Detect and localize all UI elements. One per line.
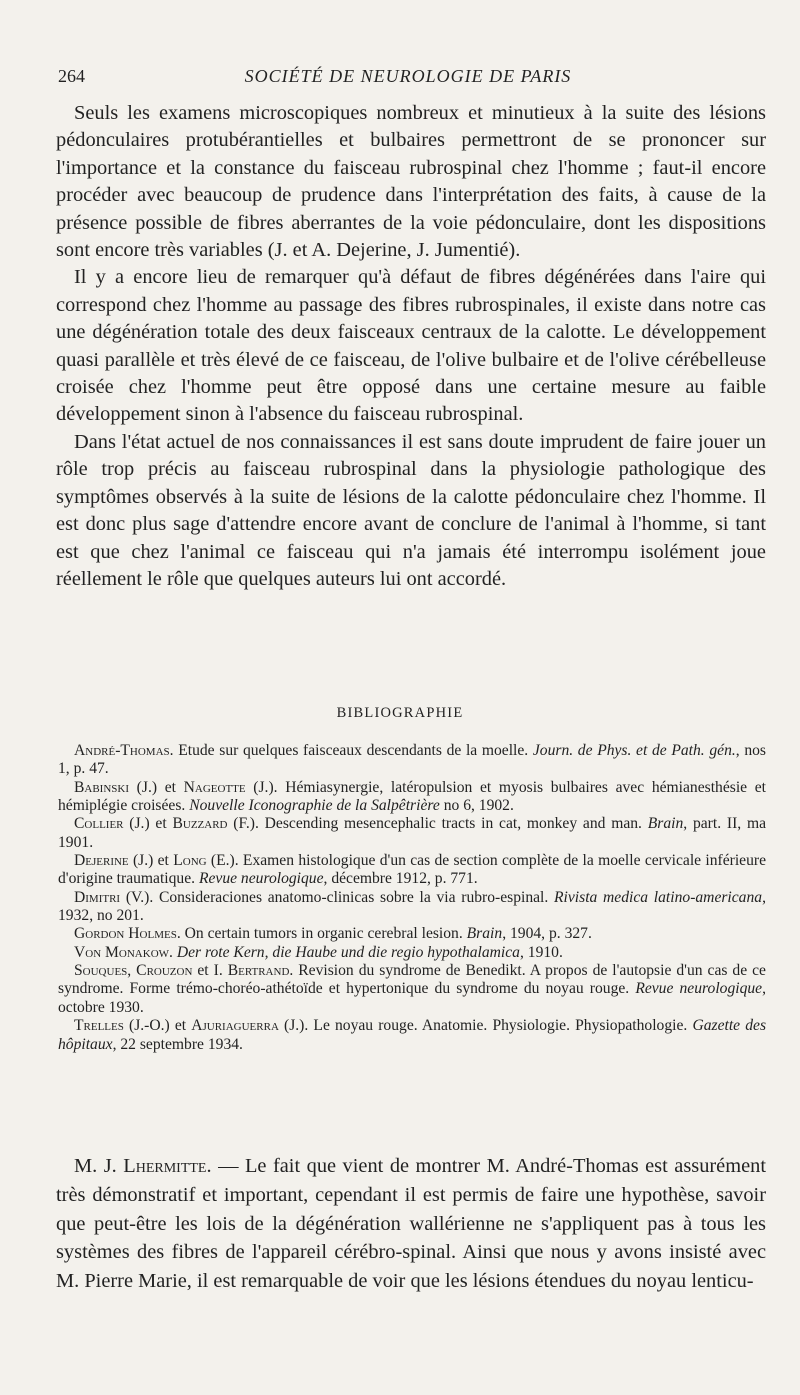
reference-item: Trelles (J.-O.) et Ajuriaguerra (J.). Le noyau rouge. Anatomie. Physiologie. Physiopathologie. Gazette des hôpitaux, 22 septembre 1934. bbox=[58, 1017, 767, 1053]
reference-item: André-Thomas. Etude sur quelques faisceaux descendants de la moelle. Journ. de Phys. et de Path. gén., nos 1, p. 47. bbox=[58, 742, 767, 778]
speaker-name: M. J. Lhermitte. bbox=[74, 1155, 212, 1177]
reference-item: Collier (J.) et Buzzard (F.). Descending mesencephalic tracts in cat, monkey and man. Brain, part. II, ma 1901. bbox=[58, 815, 766, 851]
reference-item: Gordon Holmes. On certain tumors in organic cerebral lesion. Brain, 1904, p. 327. bbox=[74, 925, 592, 943]
reference-item: Souques, Crouzon et I. Bertrand. Revision du syndrome de Benedikt. A propos de l'autopsie d'un cas de ce syndrome. Forme trémo-choréo-athétoïde et hypertonique du syndrome du noyau rouge. Revue neurologique, octobre 1930. bbox=[58, 962, 766, 1016]
reference-item: Dimitri (V.). Consideraciones anatomo-clinicas sobre la via rubro-espinal. Rivista medica latino-americana, 1932, no 201. bbox=[58, 888, 766, 925]
closing-paragraph bbox=[56, 1152, 766, 1296]
body-text bbox=[56, 100, 766, 593]
reference-item: Dejerine (J.) et Long (E.). Examen histologique d'un cas de section complète de la moelle cervicale inférieure d'origine traumatique. Revue neurologique, décembre 1912, p. 771. bbox=[58, 852, 766, 888]
paragraph: Dans l'état actuel de nos connaissances il est sans doute imprudent de faire jouer un rôle trop précis au faisceau rubrospinal dans la physiologie pathologique des symptômes observés à la suite de lésions de la calotte pédonculaire chez l'homme. Il est donc plus sage d'attendre encore avant de conclure de l'animal à l'homme, si tant est que chez l'animal ce faisceau qui n'a jamais été interrompu isolément joue réellement le rôle que quelques auteurs lui ont accordé. bbox=[56, 430, 766, 590]
bibliography-title: BIBLIOGRAPHIE bbox=[336, 705, 464, 721]
reference-item: Von Monakow. Der rote Kern, die Haube und die regio hypothalamica, 1910. bbox=[74, 943, 563, 961]
reference-item: Babinski (J.) et Nageotte (J.). Hémiasynergie, latéropulsion et myosis bulbaires avec hémianesthésie et hémiplégie croisées. Nouvelle Iconographie de la Salpêtrière no 6, 1902. bbox=[58, 778, 766, 815]
running-title: SOCIÉTÉ DE NEUROLOGIE DE PARIS bbox=[244, 66, 572, 86]
closing-discussion bbox=[56, 1152, 766, 1296]
paragraph: Il y a encore lieu de remarquer qu'à défaut de fibres dégénérées dans l'aire qui correspond chez l'homme au passage des fibres rubrospinales, il existe dans notre cas une dégénération totale des deux faisceaux centraux de la calotte. Le développement quasi parallèle et très élevé de ce faisceau, de l'olive bulbaire et de l'olive cérébelleuse croisée chez l'homme peut être opposé dans une certaine mesure au faible développement sinon à l'absence du faisceau rubrospinal. bbox=[56, 266, 766, 426]
page-number: 264 bbox=[58, 66, 85, 86]
page-header bbox=[58, 66, 758, 90]
closing-text: — Le fait que vient de montrer M. André-Thomas est assurément très démonstratif et important, cependant il est permis de faire une hypothèse, savoir que peut-être les lois de la dégénération wallérienne ne s'appliquent pas à tous les systèmes des fibres de l'appareil cérébro-spinal. Ainsi que nous y avons insisté avec M. Pierre Marie, il est remarquable de voir que les lésions étendues du noyau lenticu- bbox=[56, 1155, 766, 1293]
paragraph: Seuls les examens microscopiques nombreux et minutieux à la suite des lésions pédonculaires protubérantielles et bulbaires permettront de se prononcer sur l'importance et la constance du faisceau rubrospinal chez l'homme ; faut-il encore procéder avec beaucoup de prudence dans l'interprétation des faits, à cause de la présence possible de fibres aberrantes de la voie pédonculaire, dont les dispositions sont encore très variables (J. et A. Dejerine, J. Jumentié). bbox=[56, 102, 766, 262]
bibliography-list bbox=[58, 742, 766, 1054]
